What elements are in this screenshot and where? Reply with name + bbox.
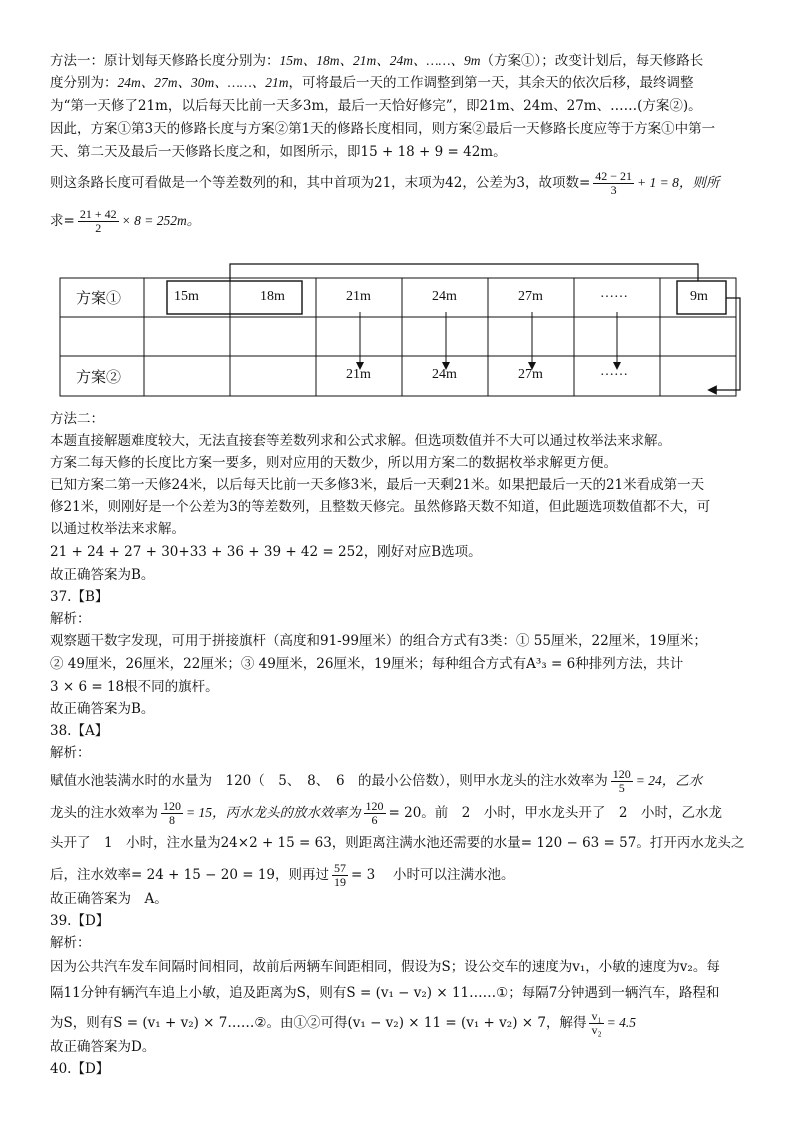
q38-line1 bbox=[50, 768, 702, 795]
text: 度分别为： bbox=[50, 75, 118, 91]
method2-line2: 本题直接解题难度较大，无法直接套等差数列求和公式求解。但选项数值并不大可以通过枚举法来求解。 bbox=[50, 433, 671, 449]
text: ，可将最后一天的工作调整到第一天，其余天的依次后移，最终调整 bbox=[288, 75, 694, 91]
cell-24m: 24m bbox=[432, 289, 457, 304]
method2-line5: 修21米，则刚好是一个公差为3的等差数列，且整数天修完。虽然修路天数不知道，但此题选项数值都不大，可 bbox=[50, 499, 711, 515]
math: = 15，丙水龙头的放水效率为 bbox=[186, 805, 361, 820]
q37-line3: 3 × 6 = 18根不同的旗杆。 bbox=[50, 679, 219, 695]
q39-line4: 故正确答案为D。 bbox=[50, 1039, 156, 1055]
method1-line5: 天、第二天及最后一天修路长度之和，如图所示，即15 + 18 + 9 = 42m。 bbox=[50, 144, 507, 160]
text: 求= bbox=[50, 213, 75, 229]
cell-18m: 18m bbox=[260, 289, 285, 304]
q39-line1: 因为公共汽车发车间隔时间相同，故前后两辆车间距相同，假设为S；设公交车的速度为v₁，小敏的速度为v₂。每 bbox=[50, 959, 720, 975]
cell-ellipsis: …… bbox=[600, 286, 628, 301]
fraction: $\frac{120}{5}$ bbox=[612, 767, 631, 795]
row-label-plan2: 方案② bbox=[76, 368, 122, 386]
q39-analysis: 解析： bbox=[50, 935, 91, 951]
cell2-ellipsis: …… bbox=[600, 364, 628, 379]
method1-line3: 为“第一天修了21m，以后每天比前一天多3m，最后一天恰好修完”，即21m、24m、27m、……(方案②)。 bbox=[50, 98, 702, 114]
q37-line2: ② 49厘米，26厘米，22厘米；③ 49厘米，26厘米，19厘米；每种组合方式有A³₃ = 6种排列方法，共计 bbox=[50, 656, 684, 672]
q38-line4 bbox=[50, 862, 514, 889]
row-label-plan1: 方案① bbox=[76, 289, 122, 307]
math: = 24，乙水 bbox=[635, 773, 703, 788]
text: 方法一：原计划每天修路长度分别为： bbox=[50, 53, 280, 69]
fraction: $\frac{120}{8}$ bbox=[163, 799, 181, 827]
cell-15m: 15m bbox=[174, 289, 199, 304]
math: + 1 = 8，则所 bbox=[637, 175, 720, 190]
cell-21m: 21m bbox=[346, 289, 371, 304]
cell2-24m: 24m bbox=[432, 367, 457, 382]
method2-line8: 故正确答案为B。 bbox=[50, 567, 155, 583]
q38-line3: 头开了 1 小时，注水量为24×2 + 15 = 63，则距离注满水池还需要的水量= 120 − 63 = 57。打开丙水龙头之 bbox=[50, 835, 745, 851]
cell-27m: 27m bbox=[518, 289, 543, 304]
text: 龙头的注水效率为 bbox=[50, 805, 158, 821]
fraction: $\frac{120}{6}$ bbox=[365, 799, 384, 827]
text: 赋值水池装满水时的水量为 120（ 5、 8、 6 的最小公倍数），则甲水龙头的注水效率为 bbox=[50, 773, 608, 789]
q38-line2 bbox=[50, 800, 722, 827]
q37-line1: 观察题干数字发现，可用于拼接旗杆（高度和91-99厘米）的组合方式有3类：① 55厘米，22厘米，19厘米； bbox=[50, 633, 707, 649]
cell-9m: 9m bbox=[690, 289, 708, 304]
q37-heading: 37.【B】 bbox=[50, 589, 109, 605]
fraction: $\frac{\text{v₁}}{\text{v₂}}$ bbox=[591, 1009, 602, 1037]
q37-line4: 故正确答案为B。 bbox=[50, 701, 155, 717]
method1-line4: 因此，方案①第3天的修路长度与方案②第1天的修路长度相同，则方案②最后一天修路长度应等于方案①中第一 bbox=[50, 121, 716, 137]
text: 后，注水效率= 24 + 15 − 20 = 19，则再过 bbox=[50, 867, 329, 883]
method2-line7: 21 + 24 + 27 + 30+33 + 36 + 39 + 42 = 252，刚好对应B选项。 bbox=[50, 544, 482, 560]
fraction: $\frac{21 + 42}{2}$ bbox=[79, 207, 117, 235]
cell2-27m: 27m bbox=[518, 367, 543, 382]
text: 则这条路长度可看做是一个等差数列的和，其中首项为21，末项为42，公差为3，故项数= bbox=[50, 175, 591, 191]
math: × 8 = 252m。 bbox=[121, 213, 201, 228]
cell2-21m: 21m bbox=[346, 367, 371, 382]
math: = 4.5 bbox=[606, 1015, 637, 1030]
q38-heading: 38.【A】 bbox=[50, 723, 109, 739]
q39-line2: 隔11分钟有辆汽车追上小敏，追及距离为S，则有S = (v₁ − v₂) × 11……①；每隔7分钟遇到一辆汽车，路程和 bbox=[50, 985, 720, 1001]
math: 15m、18m、21m、24m、……、9m bbox=[279, 53, 481, 68]
q38-line5: 故正确答案为 A。 bbox=[50, 891, 168, 907]
fraction: $\frac{42 - 21}{3}$ bbox=[595, 169, 633, 197]
method2-line6: 以通过枚举法来求解。 bbox=[50, 521, 185, 537]
text: 为S，则有S = (v₁ + v₂) × 7……②。由①②可得(v₁ − v₂) × 11 = (v₁ + v₂) × 7，解得 bbox=[50, 1015, 587, 1031]
q37-analysis: 解析： bbox=[50, 611, 91, 627]
q39-heading: 39.【D】 bbox=[50, 913, 110, 929]
q40-heading: 40.【D】 bbox=[50, 1061, 110, 1077]
q39-line3 bbox=[50, 1010, 636, 1037]
fraction: $\frac{57}{19}$ bbox=[334, 861, 346, 889]
method2-line4: 已知方案二第一天修24米，以后每天比前一天多修3米，最后一天剩21米。如果把最后一天的21米看成第一天 bbox=[50, 477, 705, 493]
plan-comparison-table bbox=[0, 0, 800, 410]
method2-line1: 方法二： bbox=[50, 411, 104, 427]
text: = 20。前 2 小时，甲水龙头开了 2 小时，乙水龙 bbox=[388, 805, 722, 821]
q38-analysis: 解析： bbox=[50, 745, 91, 761]
method2-line3: 方案二每天修的长度比方案一要多，则对应用的天数少，所以用方案二的数据枚举求解更方便。 bbox=[50, 455, 617, 471]
text: （方案①）；改变计划后，每天修路长 bbox=[480, 53, 704, 69]
math: 24m、27m、30m、……、21m bbox=[117, 75, 289, 90]
text: = 3 小时可以注满水池。 bbox=[351, 867, 515, 883]
